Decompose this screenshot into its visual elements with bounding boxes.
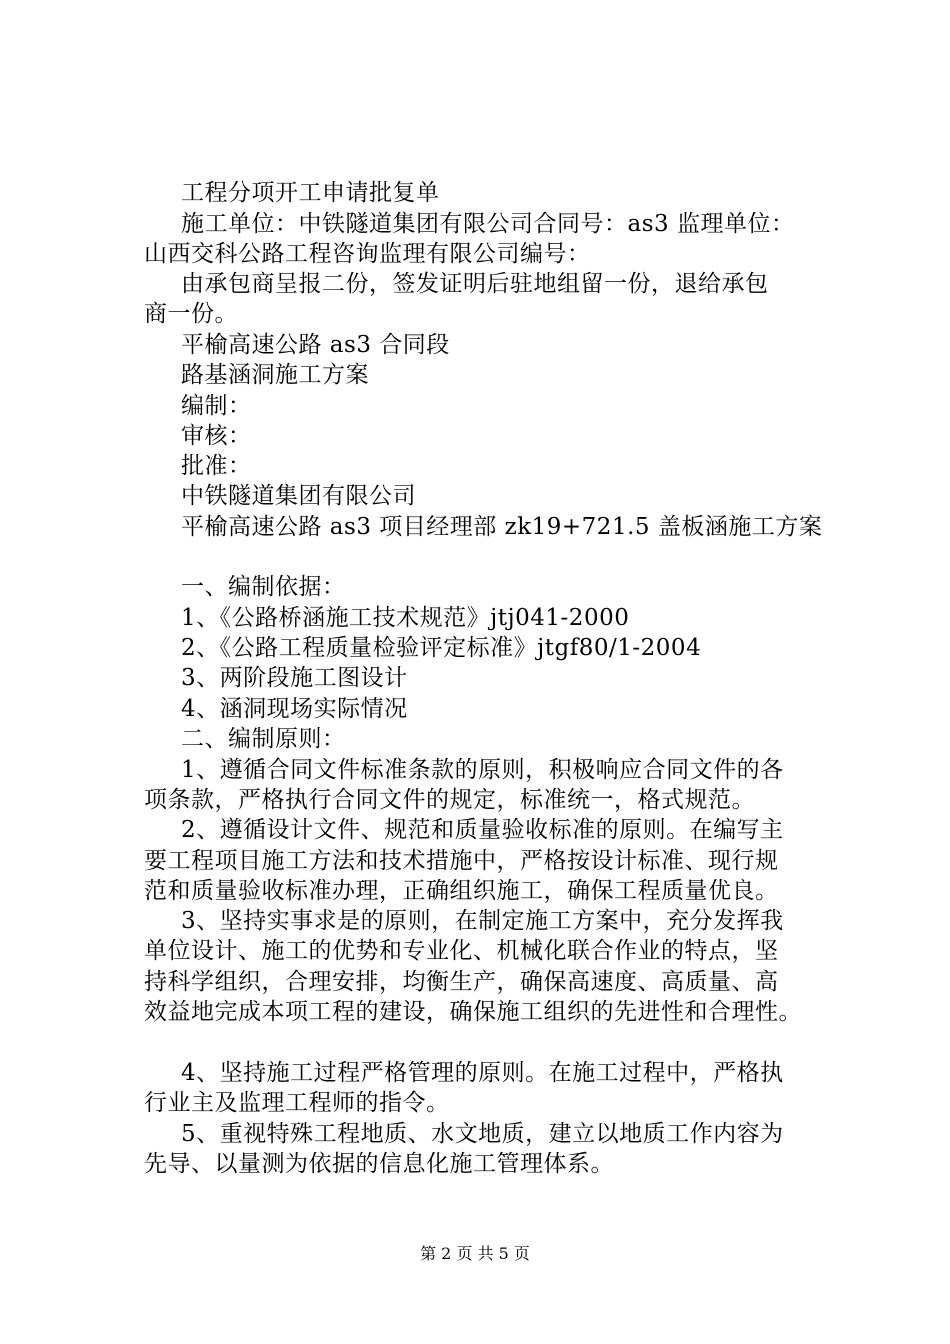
text-line: 中铁隧道集团有限公司 bbox=[181, 483, 416, 509]
text-line: 路基涵洞施工方案 bbox=[181, 362, 369, 388]
text-line: 4、坚持施工过程严格管理的原则。在施工过程中，严格执 bbox=[181, 1060, 784, 1086]
text-line: 5、重视特殊工程地质、水文地质，建立以地质工作内容为 bbox=[181, 1121, 784, 1147]
text-line: 平榆高速公路 as3 项目经理部 zk19+721.5 盖板涵施工方案 bbox=[181, 514, 823, 540]
text-line: 1、遵循合同文件标准条款的原则，积极响应合同文件的各 bbox=[181, 757, 784, 783]
text-line: 要工程项目施工方法和技术措施中，严格按设计标准、现行规 bbox=[144, 848, 779, 874]
text-line: 单位设计、施工的优势和专业化、机械化联合作业的特点，坚 bbox=[144, 938, 779, 964]
text-line: 工程分项开工申请批复单 bbox=[181, 180, 440, 206]
text-line: 效益地完成本项工程的建设，确保施工组织的先进性和合理性。 bbox=[144, 999, 802, 1025]
section-heading: 一、编制依据： bbox=[181, 574, 346, 600]
text-line: 4、涵洞现场实际情况 bbox=[181, 696, 408, 722]
text-line: 2、《公路工程质量检验评定标准》jtgf80/1-2004 bbox=[181, 635, 702, 661]
text-line: 施工单位：中铁隧道集团有限公司合同号：as3 监理单位： bbox=[181, 211, 795, 237]
text-line: 2、遵循设计文件、规范和质量验收标准的原则。在编写主 bbox=[181, 817, 784, 843]
text-line: 项条款，严格执行合同文件的规定，标准统一，格式规范。 bbox=[144, 787, 755, 813]
text-line: 山西交科公路工程咨询监理有限公司编号： bbox=[144, 241, 591, 267]
page-number-footer: 第 2 页 共 5 页 bbox=[420, 1244, 530, 1263]
text-line: 由承包商呈报二份，签发证明后驻地组留一份，退给承包 bbox=[181, 271, 769, 297]
text-line: 3、坚持实事求是的原则，在制定施工方案中，充分发挥我 bbox=[181, 908, 784, 934]
text-line: 平榆高速公路 as3 合同段 bbox=[181, 332, 450, 358]
text-line: 批准： bbox=[181, 453, 252, 479]
text-line: 行业主及监理工程师的指令。 bbox=[144, 1090, 450, 1116]
text-line: 商一份。 bbox=[144, 301, 238, 327]
text-line: 1、《公路桥涵施工技术规范》jtj041-2000 bbox=[181, 605, 630, 631]
text-line: 持科学组织，合理安排，均衡生产，确保高速度、高质量、高 bbox=[144, 969, 779, 995]
text-line: 范和质量验收标准办理，正确组织施工，确保工程质量优良。 bbox=[144, 878, 779, 904]
text-line: 3、两阶段施工图设计 bbox=[181, 665, 408, 691]
text-line: 编制： bbox=[181, 393, 252, 419]
text-line: 审核： bbox=[181, 423, 252, 449]
text-line: 先导、以量测为依据的信息化施工管理体系。 bbox=[144, 1151, 614, 1177]
section-heading: 二、编制原则： bbox=[181, 726, 346, 752]
